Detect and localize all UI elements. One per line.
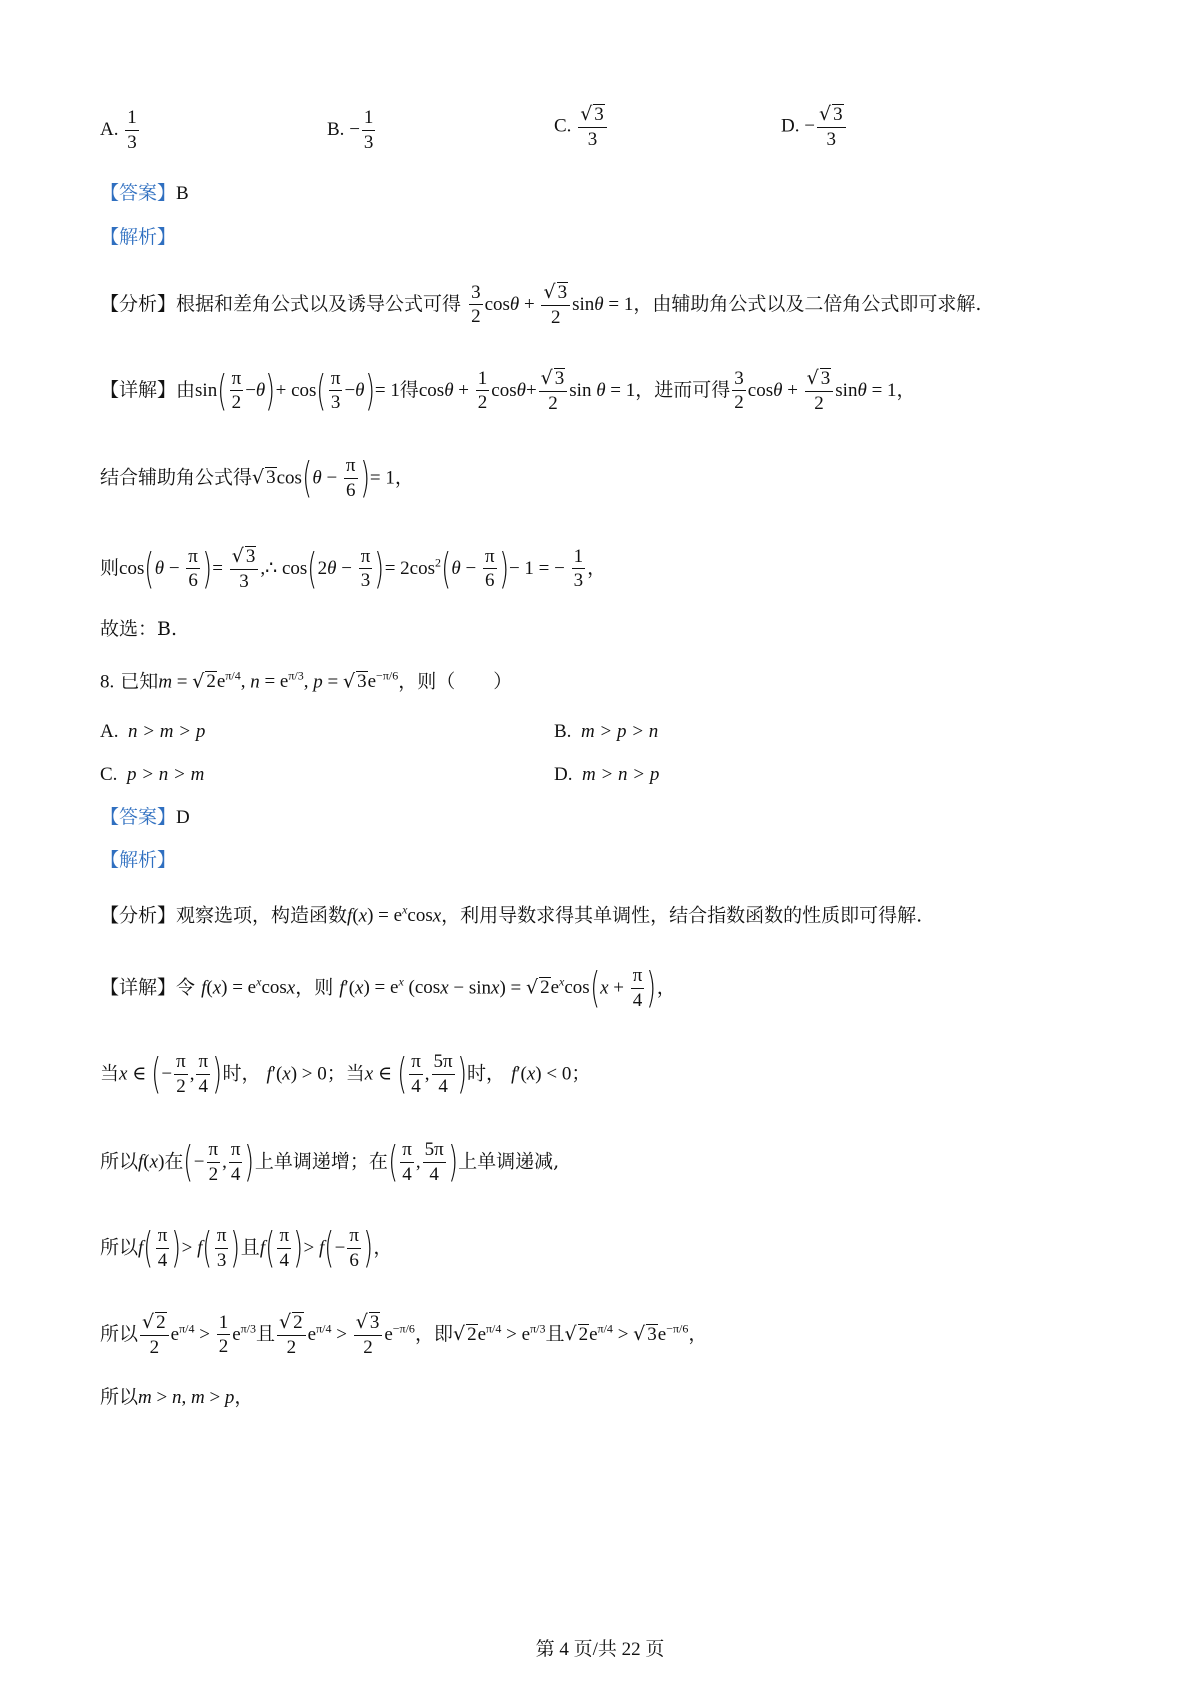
text: ，进而可得 — [635, 378, 731, 401]
option-label: C. — [554, 115, 572, 137]
option-label: A. — [100, 721, 119, 742]
numerator: 1 — [363, 107, 374, 128]
fraction — [817, 104, 846, 150]
option-label: B. — [327, 118, 345, 140]
text: 上单调递增；在 — [254, 1150, 388, 1173]
q8-line-final: 所以m > n, m > p， — [100, 1386, 254, 1408]
radicand: 3 — [833, 104, 843, 125]
answer-tag: 【答案】 — [100, 182, 177, 204]
q7-line-then: 则cos(θ − $\frac{\pi}{6}$ )= $\frac{√ 3}{3}$ ,∴ cos(2θ − $\frac{\pi}{3}$ )= $2\cos^2(\theta$ − $\frac{\pi}{6}$ )− 1 = − $\frac{1}{3}$ ， — [100, 543, 607, 593]
text: 且 — [545, 1322, 565, 1345]
q8-option-c — [100, 765, 204, 784]
text: 上单调递减, — [458, 1150, 560, 1173]
option-expr: m > p > n — [580, 721, 659, 742]
q7-option-a — [100, 108, 141, 153]
fraction — [362, 108, 376, 153]
q7-conclusion — [100, 620, 177, 639]
fenxi-tag: 【分析】 — [100, 904, 177, 927]
text: 且 — [256, 1322, 276, 1345]
text: ；当 — [326, 1062, 365, 1085]
text: 时， — [222, 1062, 261, 1085]
text: 已知 — [120, 670, 159, 693]
numerator: √ 3 — [580, 103, 604, 125]
option-label: C. — [100, 764, 118, 785]
text: 所以 — [100, 1150, 139, 1173]
q7-option-c — [554, 104, 609, 150]
q7-option-d — [781, 104, 848, 150]
q7-answer — [100, 184, 189, 203]
q8-fenxi: 【分析】观察选项，构造函数$f(x) = e^x\cos x$，利用导数求得其单调性，结合指数函数的性质即可得解. — [100, 903, 923, 927]
fraction — [125, 108, 139, 153]
text: 得 — [399, 378, 419, 401]
q8-xiangjie: 【详解】令 $f(x) = e^x\cos x$，则 $f'(x) = e^x$ (cosx − sinx) = √ $2e^x\cos(x$ + $\frac{\pi}{4}$ )， — [100, 963, 676, 1013]
text: 当 — [100, 1062, 120, 1085]
q8-line-monotone: 所以f(x)在(− $\frac{\pi}{2}$ , $\frac{\pi}{4}$ )上单调递增；在( $\frac{\pi}{4}$ , $\frac{5\pi}{4}$ )上单调递减, — [100, 1137, 560, 1187]
numerator: 1 — [127, 107, 137, 128]
text: 所以 — [100, 1236, 139, 1259]
option-label: D. — [781, 115, 800, 137]
q7-fenxi: 【分析】根据和差角公式以及诱导公式可得 $\frac{3}{2}$ cosθ + $\frac{√ 3}{2}$ sinθ = 1，由辅助角公式以及二倍角公式即可求解. — [100, 281, 982, 328]
text: 由 — [176, 378, 196, 401]
text: 且 — [240, 1236, 260, 1259]
radicand: 3 — [594, 104, 604, 125]
numerator: √ 3 — [818, 103, 843, 125]
text: 时， — [467, 1062, 506, 1085]
text: 故选：B. — [100, 618, 178, 640]
text: 令 — [176, 976, 196, 999]
denominator: 3 — [363, 131, 374, 153]
answer-tag: 【答案】 — [100, 806, 177, 828]
xiangjie-tag: 【详解】 — [100, 976, 177, 999]
text: ，则（ ） — [398, 670, 513, 693]
text: 则 — [100, 556, 120, 579]
answer-value: D — [176, 807, 190, 828]
denominator: 3 — [587, 128, 598, 150]
q8-line-values: 所以 $\frac{√ 2}{2}$ $e^{\pi/4}$ > $\frac{1}{2}$ $e^{\pi/3}$且 $\frac{√ 2}{2}$ $e^{\pi/4}$ > $\frac{√ 3}{2}$ $e^{-\pi/6}$，即√ $2e^{\pi/4} > e^{\pi/3}$且√ $2e^{\pi/4}$ > √ $3e^{-\pi/6}$， — [100, 1311, 708, 1358]
q7-analysis-heading — [100, 228, 176, 247]
page-footer: 第 4 页/共 22 页 — [535, 1639, 665, 1660]
option-expr: m > n > p — [581, 764, 660, 785]
fraction — [578, 104, 607, 150]
answer-value: B — [176, 183, 189, 204]
q8-option-d — [554, 765, 659, 784]
text: ，利用导数求得其单调性，结合指数函数的性质即可得解. — [441, 904, 923, 927]
text: ，即 — [414, 1322, 453, 1345]
text: 所以 — [100, 1322, 139, 1345]
text: 根据和差角公式以及诱导公式可得 — [176, 292, 462, 315]
q8-stem: 8. 已知m = √ $2e^{\pi/4}$, $n = e^{\pi/3}$, p = √ $3e^{-\pi/6}$，则（ ） — [100, 669, 513, 693]
q8-answer — [100, 808, 190, 827]
q8-option-a — [100, 722, 205, 741]
q7-xiangjie: 【详解】由sin( $\frac{\pi}{2}$ −θ)+ cos( $\frac{\pi}{3}$ −θ)= 1得cosθ + $\frac{1}{2}$ cosθ+ $\frac{√ 3}{2}$ sin θ = 1，进而可得 $\frac{3}{2}$ cosθ + $\frac{√ 3}{2}$ sinθ = 1， — [100, 365, 916, 415]
option-expr: p > n > m — [126, 764, 205, 785]
question-number: 8. — [100, 671, 115, 693]
text: ，则 — [295, 976, 334, 999]
q8-line-when: 当x ∈ (− $\frac{\pi}{2}$ , $\frac{\pi}{4}$ )时， f′(x) > 0；当x ∈ ( $\frac{\pi}{4}$ , $\frac{5\pi}{4}$ )时， f′(x) < 0； — [100, 1049, 591, 1099]
text: ，由辅助角公式以及二倍角公式即可求解. — [633, 292, 982, 315]
sign: − — [349, 118, 360, 140]
q7-line-aux: 结合辅助角公式得√ 3cos(θ − $\frac{\pi}{6}$ )= 1， — [100, 453, 414, 503]
option-label: A. — [100, 118, 119, 140]
option-expr: n > m > p — [127, 721, 206, 742]
analysis-tag: 【解析】 — [100, 226, 177, 248]
xiangjie-tag: 【详解】 — [100, 378, 177, 401]
text: 结合辅助角公式得 — [100, 466, 253, 489]
text: 在 — [164, 1150, 184, 1173]
q8-analysis-heading — [100, 851, 176, 870]
option-label: B. — [554, 721, 572, 742]
text: 观察选项，构造函数 — [176, 904, 348, 927]
option-label: D. — [554, 764, 573, 785]
q8-line-compare: 所以f( $\frac{\pi}{4}$ )> f( $\frac{\pi}{3}$ )且f( $\frac{\pi}{4}$ )> f(− $\frac{\pi}{6}$ )， — [100, 1223, 393, 1273]
sign: − — [804, 115, 815, 137]
q8-option-b — [554, 722, 658, 741]
denominator: 3 — [127, 131, 137, 153]
analysis-tag: 【解析】 — [100, 849, 177, 871]
fenxi-tag: 【分析】 — [100, 292, 177, 315]
text: 所以 — [100, 1386, 139, 1408]
q7-option-b — [327, 108, 377, 153]
denominator: 3 — [826, 128, 836, 150]
